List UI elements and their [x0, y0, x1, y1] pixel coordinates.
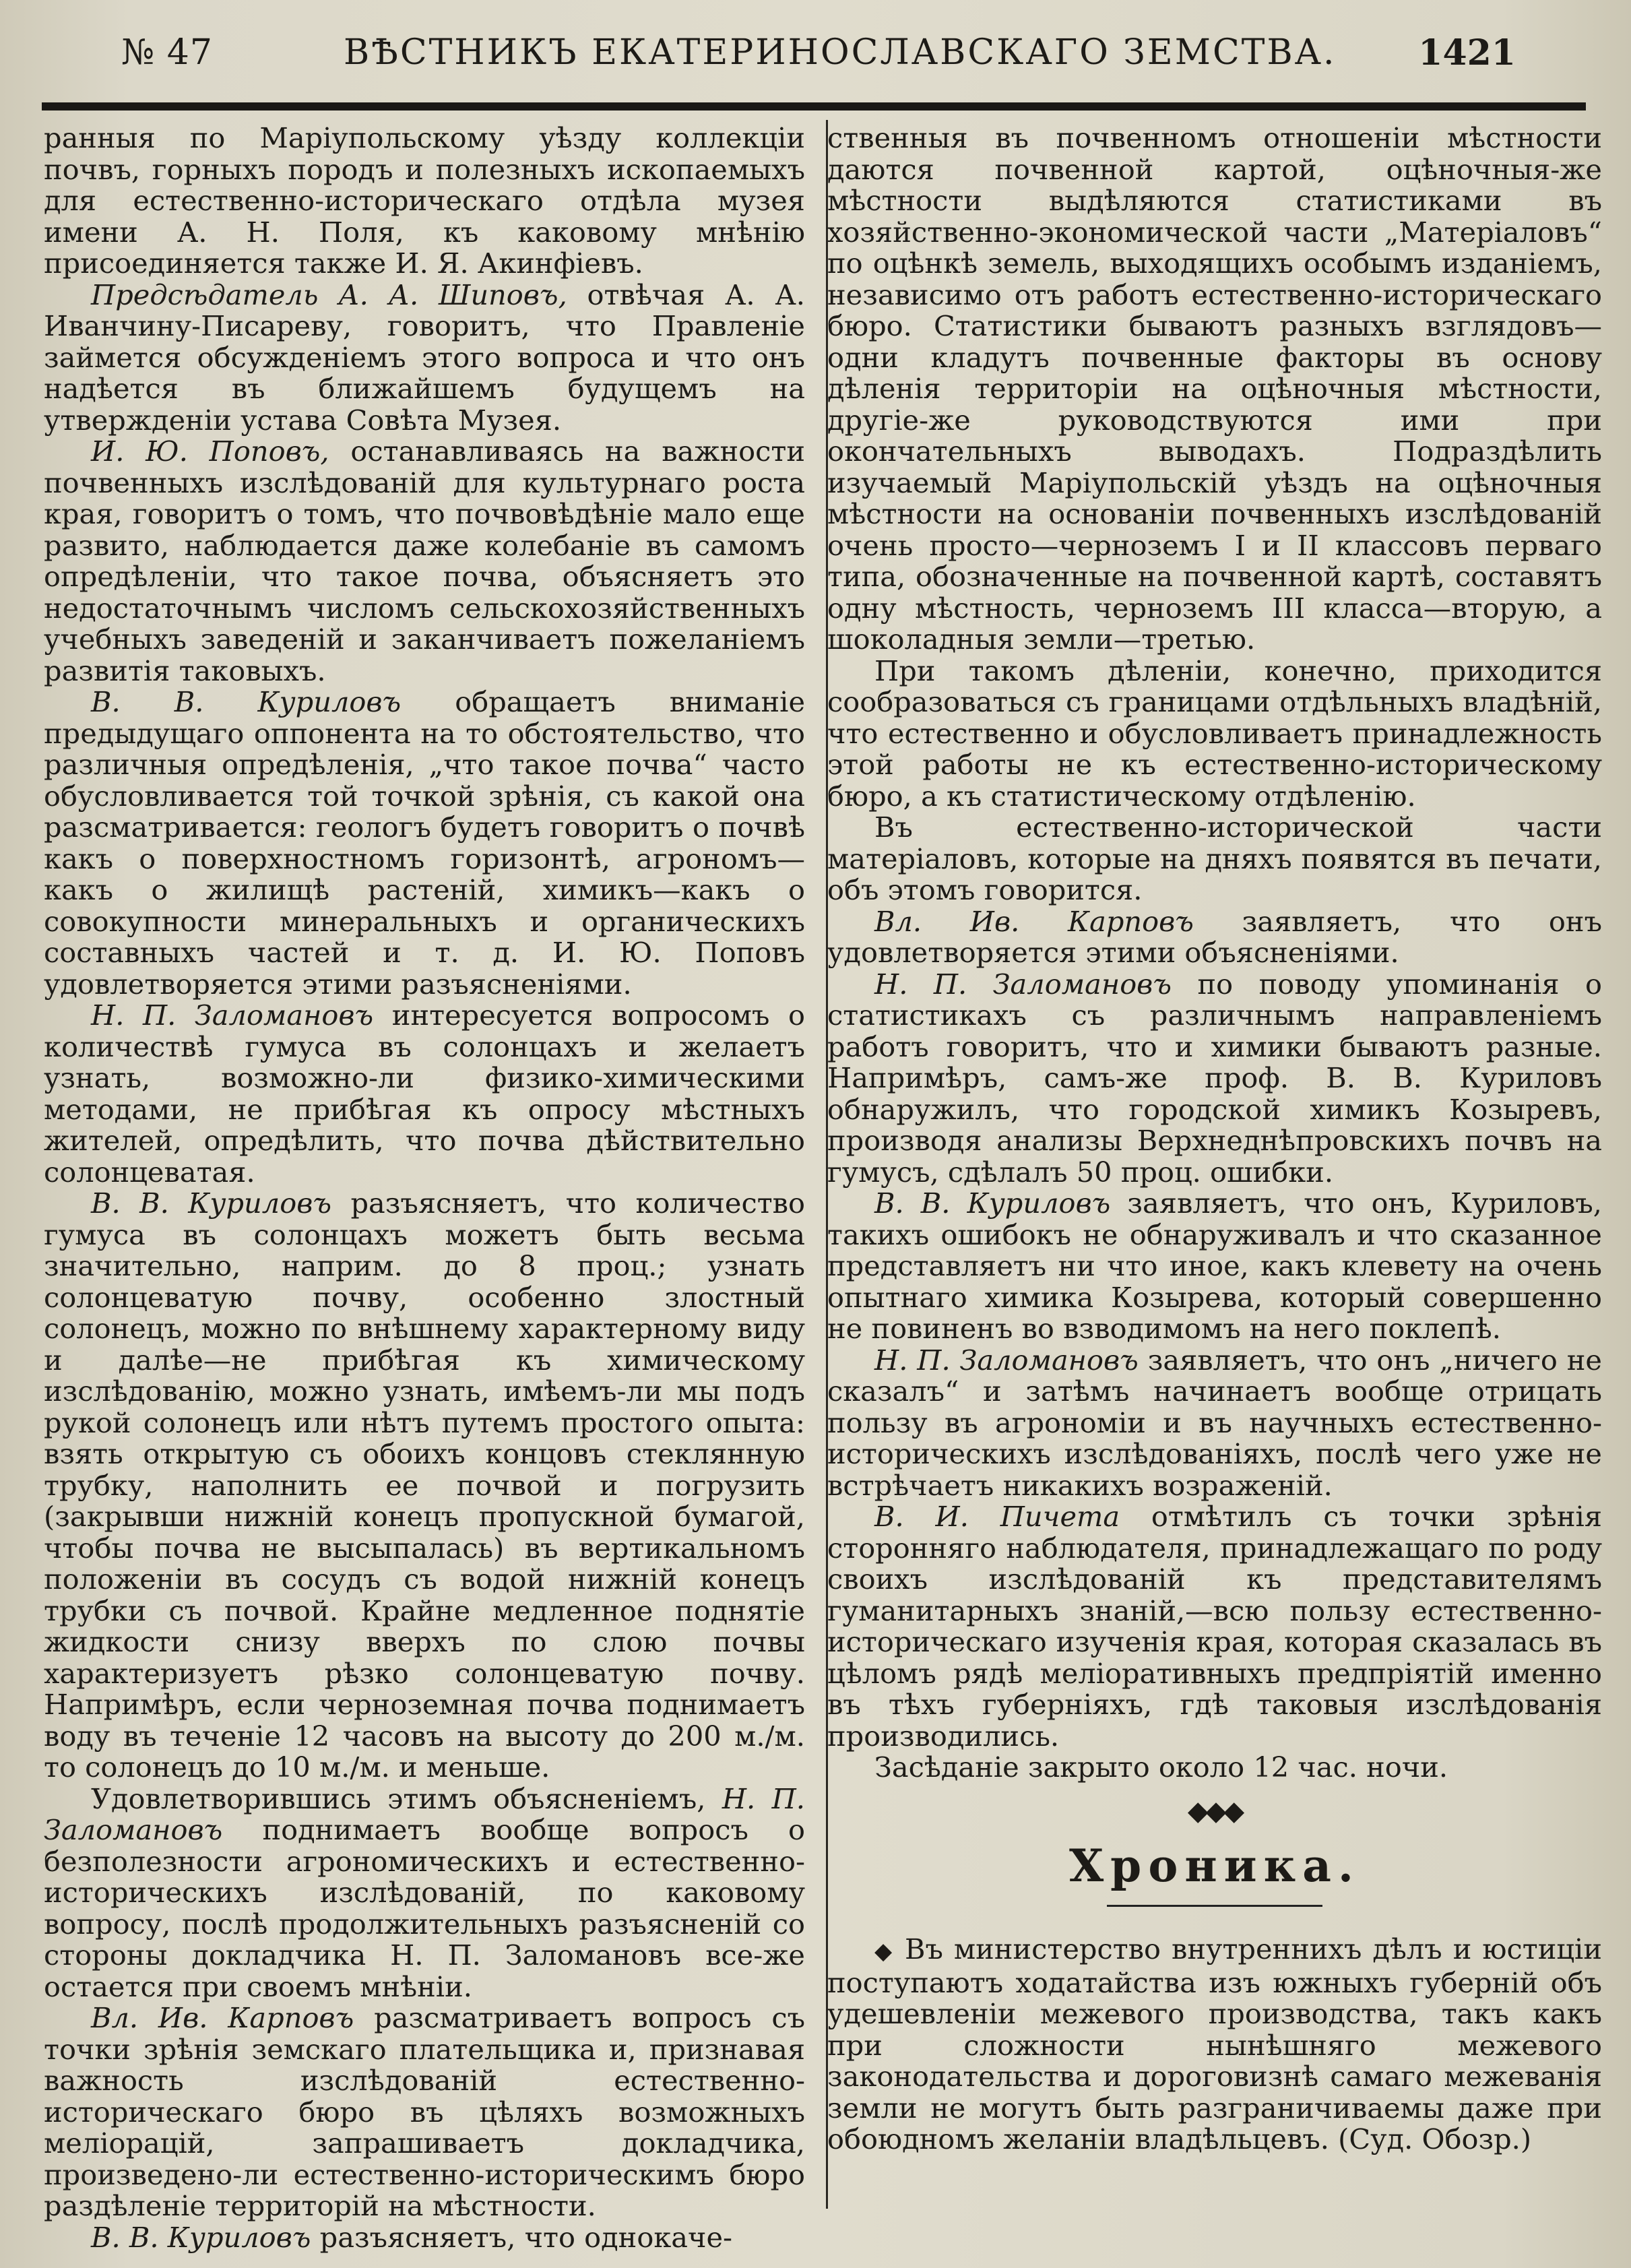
paragraph: Удовлетворившись этимъ объясненіемъ, Н. П. Заломановъ поднимаетъ вообще вопросъ о безполезности агрономическихъ и естественно-историческихъ изслѣдованій, по каковому вопросу, послѣ продолжительныхъ разъясненій со стороны докладчика Н. П. Заломановъ все-же остается при своемъ мнѣніи. — [44, 1782, 805, 2003]
speaker-name: В. В. Куриловъ — [874, 1187, 1111, 1220]
speaker-name: И. Ю. Поповъ, — [91, 435, 329, 468]
paragraph: В. В. Куриловъ разъясняетъ, что однокаче- — [91, 2220, 733, 2254]
paragraph: Въ естественно-исторической части матеріаловъ, которые на дняхъ появятся въ печати, объ этомъ говорится. — [827, 811, 1602, 906]
paragraph: Вл. Ив. Карповъ разсматриваетъ вопросъ съ точки зрѣнія земскаго плательщика и, признавая важность изслѣдованій естественно-историческаго бюро въ цѣляхъ возможныхъ меліорацій, запрашиваетъ докладчика, произведено-ли естественно-историческимъ бюро раздѣленіе территорій на мѣстности. — [44, 2001, 805, 2222]
right-column — [827, 123, 1602, 2155]
publication-title: ВѢСТНИКЪ ЕКАТЕРИНОСЛАВСКАГО ЗЕМСТВА. — [344, 32, 1337, 73]
paragraph: В. В. Куриловъ заявляетъ, что онъ, Куриловъ, такихъ ошибокъ не обнаруживалъ и что сказанное представляетъ ни что иное, какъ клевету на очень опытнаго химика Козырева, который совершенно не повиненъ во взводимомъ на него поклепѣ. — [827, 1187, 1602, 1345]
speaker-name: В. В. Куриловъ — [91, 1187, 332, 1220]
bullet-icon: ◆ — [874, 1938, 894, 1965]
speaker-name: В. И. Пичета — [874, 1500, 1120, 1533]
paragraph: Н. П. Заломановъ интересуется вопросомъ о количествѣ гумуса въ солонцахъ и желаетъ узнать, возможно-ли физико-химическими методами, не прибѣгая къ опросу мѣстныхъ жителей, опредѣлить, что почва дѣйствительно солонцеватая. — [44, 999, 805, 1189]
speaker-name: В. В. Куриловъ — [91, 685, 402, 718]
speaker-name: Н. П. Заломановъ — [874, 1343, 1139, 1377]
speaker-name: Предсѣдатель А. А. Шиповъ, — [91, 278, 567, 311]
header-rule — [42, 102, 1586, 111]
speaker-name: Н. П. Заломановъ — [91, 999, 374, 1032]
meeting-closed: Засѣданіе закрыто около 12 час. ночи. — [874, 1751, 1448, 1784]
paragraph: ранныя по Маріупольскому уѣзду коллекціи почвъ, горныхъ породъ и полезныхъ ископаемыхъ для естественно-историческаго отдѣла музея имени А. Н. Поля, къ каковому мнѣнію присоединяется также И. Я. Акинфіевъ. — [44, 121, 805, 280]
speaker-name: В. В. Куриловъ — [91, 2220, 311, 2254]
paragraph: В. В. Куриловъ разъясняетъ, что количество гумуса въ солонцахъ можетъ быть весьма значительно, наприм. до 8 проц.; узнать солонцеватую почву, особенно злостный солонецъ, можно по внѣшнему характерному виду и далѣе—не прибѣгая къ химическому изслѣдованію, можно узнать, имѣемъ-ли мы подъ рукой солонецъ или нѣтъ путемъ простого опыта: взять открытую съ обоихъ концовъ стеклянную трубку, наполнить ее почвой и погрузить (закрывши нижній конецъ пропускной бумагой, чтобы почва не высыпалась) въ вертикальномъ положеніи въ сосудъ съ водой нижній конецъ трубки съ почвой. Крайне медленное поднятіе жидкости снизу вверхъ по слою почвы характеризуетъ рѣзко солонцеватую почву. Напримѣръ, если черноземная почва поднимаетъ воду въ теченіе 12 часовъ на высоту до 200 м./м. то солонецъ до 10 м./м. и меньше. — [44, 1187, 806, 1784]
speaker-name: Н. П. Заломановъ — [874, 967, 1172, 1001]
speaker-name: Вл. Ив. Карповъ — [91, 2001, 354, 2034]
left-column — [44, 123, 805, 2253]
title-underline — [1107, 1905, 1322, 1907]
paragraph: Н. П. Заломановъ по поводу упоминанія о статистикахъ съ различнымъ направленіемъ работъ говоритъ, что и химики бываютъ разные. Напримѣръ, самъ-же проф. В. В. Куриловъ обнаружилъ, что городской химикъ Козыревъ, производя анализы Верхнеднѣпровскихъ почвъ на гумусъ, сдѣлалъ 50 проц. ошибки. — [827, 967, 1602, 1189]
paragraph: Н. П. Заломановъ заявляетъ, что онъ „ничего не сказалъ“ и затѣмъ начинаетъ вообще отрицать пользу въ агрономіи и въ научныхъ естественно-историческихъ изслѣдованіяхъ, послѣ чего уже не встрѣчаетъ никакихъ возраженій. — [827, 1343, 1602, 1502]
paragraph: ственныя въ почвенномъ отношеніи мѣстности даются почвенной картой, оцѣночныя-же мѣстности выдѣляются статистиками въ хозяйственно-экономической части „Матеріаловъ“ по оцѣнкѣ земель, выходящихъ особымъ изданіемъ, независимо отъ работъ естественно-историческаго бюро. Статистики бываютъ разныхъ взглядовъ—одни кладутъ почвенные факторы въ основу дѣленія территоріи на оцѣночныя мѣстности, другіе-же руководствуются ими при окончательныхъ выводахъ. Подраздѣлить изучаемый Маріупольскій уѣздъ на оцѣночныя мѣстности на основаніи почвенныхъ изслѣдованій очень просто—черноземъ I и II классовъ перваго типа, обозначенные на почвенной картѣ, составятъ одну мѣстность, черноземъ III класса—вторую, а шоколадныя земли—третью. — [827, 121, 1602, 656]
speaker-name: Н. П. Заломановъ — [44, 1782, 805, 1846]
paragraph: Предсѣдатель А. А. Шиповъ, отвѣчая А. А. Иванчину-Писареву, говоритъ, что Правленіе займется обсужденіемъ этого вопроса и что онъ надѣется въ ближайшемъ будущемъ на утвержденіи устава Совѣта Музея. — [44, 278, 805, 437]
paragraph: Вл. Ив. Карповъ заявляетъ, что онъ удовлетворяется этими объясненіями. — [827, 904, 1602, 969]
masthead — [115, 32, 1516, 80]
paragraph: И. Ю. Поповъ, останавливаясь на важности почвенныхъ изслѣдованій для культурнаго роста края, говоритъ о томъ, что почвовѣдѣніе мало еще развито, наблюдается даже колебаніе въ самомъ опредѣленіи, что такое почва, объясняетъ это недостаточнымъ числомъ сельскохозяйственныхъ учебныхъ заведеній и заканчиваетъ пожеланіемъ развитія таковыхъ. — [44, 435, 805, 687]
paragraph: При такомъ дѣленіи, конечно, приходится сообразоваться съ границами отдѣльныхъ владѣній, что естественно и обусловливаетъ принадлежность этой работы не къ естественно-историческому бюро, а къ статистическому отдѣленію. — [827, 654, 1602, 813]
ornament-divider: ◆◆◆ — [1187, 1795, 1242, 1827]
page-number: 1421 — [1418, 32, 1516, 73]
issue-number: № 47 — [121, 32, 213, 73]
paragraph: В. В. Куриловъ обращаетъ вниманіе предыдущаго оппонента на то обстоятельство, что различныя опредѣленія, „что такое почва“ часто обусловливается той точкой зрѣнія, съ какой она разсматривается: геологъ будетъ говоритъ о почвѣ какъ о поверхностномъ горизонтѣ, агрономъ—какъ о жилищѣ растеній, химикъ—какъ о совокупности минеральныхъ и органическихъ составныхъ частей и т. д. И. Ю. Поповъ удовлетворяется этими разъясненіями. — [44, 685, 806, 1001]
chronicle-item: ◆ Въ министерство внутреннихъ дѣлъ и юстиціи поступаютъ ходатайства изъ южныхъ губерній объ удешевленіи межевого производства, такъ какъ при сложности нынѣшняго межевого законодательства и дороговизнѣ самаго межеванія земли не могутъ быть разграничиваемы даже при обоюдномъ желаніи владѣльцевъ. (Суд. Обозр.) — [827, 1932, 1602, 2155]
paragraph: В. И. Пичета отмѣтилъ съ точки зрѣнія сторонняго наблюдателя, принадлежащаго по роду своихъ изслѣдованій къ представителямъ гуманитарныхъ знаній,—всю пользу естественно-историческаго изученія края, которая сказалась въ цѣломъ рядѣ меліоративныхъ предпріятій именно въ тѣхъ губерніяхъ, гдѣ таковыя изслѣдованія производились. — [827, 1500, 1602, 1753]
section-title-chronicle: Хроника. — [1068, 1839, 1361, 1892]
speaker-name: Вл. Ив. Карповъ — [874, 904, 1194, 938]
